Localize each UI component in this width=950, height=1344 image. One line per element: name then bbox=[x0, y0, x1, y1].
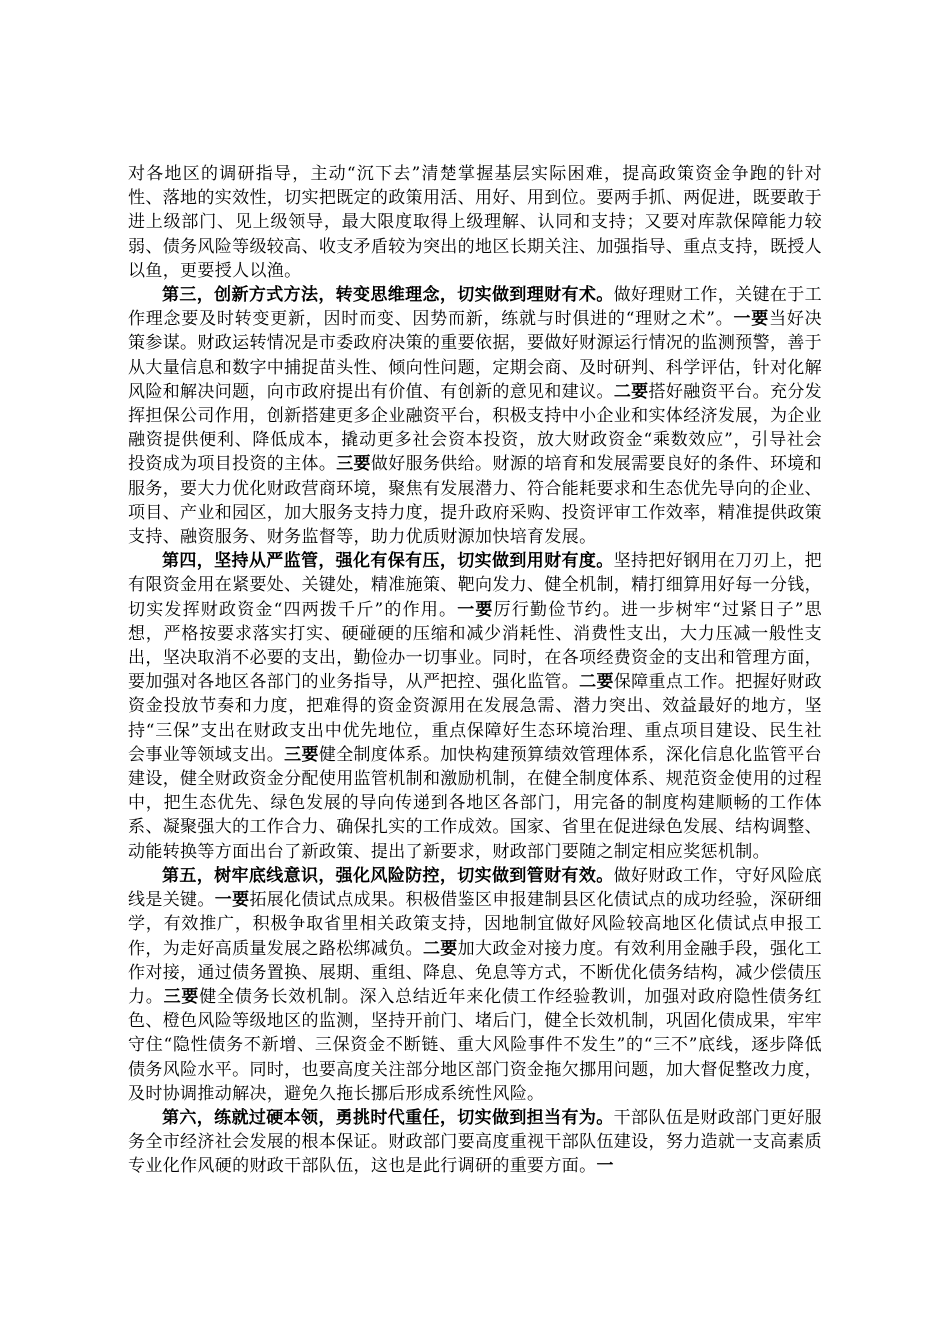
paragraph-text: 拓展化债试点成果。积极借鉴区申报建制县区化债试点的成功经验，深研细学，有效推广，积极争取省里相关政策支持，因地制宜做好风险较高地区化债试点申报工作，为走好高质量发展之路松绑减负。 bbox=[128, 890, 823, 959]
paragraph-text: 健全债务长效机制。深入总结近年来化债工作经验教训，加强对政府隐性债务红色、橙色风险等级地区的监测，坚持开前门、堵后门，健全长效机制，巩固化债成果，牢牢守住“隐性债务不新增、三保资金不断链、重大风险事件不发生”的“三不”底线，逐步降低债务风险水平。同时，也要高度关注部分地区部门资金拖欠挪用问题，加大督促整改力度，及时协调推动解决，避免久拖长挪后形成系统性风险。 bbox=[128, 986, 823, 1104]
paragraph-text: 加大政金对接力度。有效利用金融手段，强化工作对接，通过债务置换、展期、重组、降息、免息等方式，不断优化债务结构，减少偿债压力。 bbox=[128, 938, 823, 1007]
paragraph-text: 保障重点工作。把握好财政资金投放节奏和力度，把难得的资金资源用在发展急需、潜力突出、效益最好的地方，坚持“三保”支出在财政支出中优先地位，重点保障好生态环境治理、重点项目建设、民生社会事业等领域支出。 bbox=[128, 672, 823, 765]
paragraph-text: 厉行勤俭节约。进一步树牢“过紧日子”思想，严格按要求落实打实、硬碰硬的压缩和减少消耗性、消费性支出，大力压减一般性支出，坚决取消不必要的支出，勤俭办一切事业。同时，在各项经费资金的支出和管理方面，要加强对各地区各部门的业务指导，从严把控、强化监管。 bbox=[128, 599, 823, 693]
paragraph-text: 做好理财工作，关键在于工作理念要及时转变更新，因时而变、因势而新，练就与时俱进的“理财之术”。 bbox=[128, 285, 822, 330]
paragraph-text: 搭好融资平台。充分发挥担保公司作用，创新搭建更多企业融资平台，积极支持中小企业和实体经济发展，为企业融资提供便利、降低成本，撬动更多社会资本投资，放大财政资金“乘数效应”，引导社会投资成为项目投资的主体。 bbox=[128, 381, 823, 475]
paragraph-0 bbox=[128, 162, 822, 283]
paragraph-text: 做好服务供给。财源的培育和发展需要良好的条件、环境和服务，要大力优化财政营商环境，聚焦有发展潜力、符合能耗要求和生态优先导向的企业、项目、产业和园区，加大服务支持力度，提升政府采购、投资评审工作效率，精准提供政策支持、融资服务、财务监督等，助力优质财源加快培育发展。 bbox=[128, 454, 823, 548]
section-heading-6: 第六，练就过硬本领，勇挑时代重任，切实做到担当有为。 bbox=[162, 1107, 614, 1128]
point-marker-3: 三要 bbox=[336, 454, 371, 475]
paragraph-4 bbox=[128, 1106, 822, 1179]
point-marker-2: 二要 bbox=[422, 938, 458, 959]
point-marker-1: 一要 bbox=[733, 309, 770, 330]
paragraph-1 bbox=[128, 283, 822, 549]
point-marker-3: 三要 bbox=[163, 986, 200, 1007]
paragraph-3 bbox=[128, 864, 822, 1106]
point-marker-1: 一要 bbox=[214, 890, 250, 911]
paragraph-text: 当好决策参谋。财政运转情况是市委政府决策的重要依据，要做好财源运行情况的监测预警，善于从大量信息和数字中捕捉苗头性、倾向性问题，定期会商、及时研判、科学评估，针对化解风险和解决问题，向市政府提出有价值、有创新的意见和建议。 bbox=[128, 309, 822, 402]
paragraph-text: 坚持把好钢用在刀刃上，把有限资金用在紧要处、关键处，精准施策、靶向发力、健全机制，精打细算用好每一分钱，切实发挥财政资金“四两拨千斤”的作用。 bbox=[128, 551, 822, 620]
point-marker-1: 一 bbox=[596, 1156, 614, 1177]
point-marker-2: 二要 bbox=[579, 672, 614, 693]
paragraph-2 bbox=[128, 549, 822, 864]
point-marker-3: 三要 bbox=[284, 744, 319, 765]
point-marker-1: 一要 bbox=[457, 599, 494, 620]
section-heading-4: 第四，坚持从严监管，强化有保有压，切实做到用财有度。 bbox=[162, 551, 614, 572]
section-heading-3: 第三，创新方式方法，转变思维理念，切实做到理财有术。 bbox=[162, 285, 614, 306]
paragraph-text: 做好财政工作，守好风险底线是关键。 bbox=[128, 865, 822, 911]
point-marker-2: 二要 bbox=[613, 381, 649, 402]
document-page bbox=[128, 162, 822, 1179]
paragraph-text: 干部队伍是财政部门更好服务全市经济社会发展的根本保证。财政部门要高度重视干部队伍建设，努力造就一支高素质专业化作风硬的财政干部队伍，这也是此行调研的重要方面。 bbox=[128, 1107, 822, 1177]
section-heading-5: 第五，树牢底线意识，强化风险防控，切实做到管财有效。 bbox=[162, 865, 614, 886]
paragraph-text: 对各地区的调研指导，主动“沉下去”清楚掌握基层实际困难，提高政策资金争跑的针对性、落地的实效性，切实把既定的政策用活、用好、用到位。要两手抓、两促进，既要敢于进上级部门、见上级领导，最大限度取得上级理解、认同和支持；又要对库款保障能力较弱、债务风险等级较高、收支矛盾较为突出的地区长期关注、加强指导、重点支持，既授人以鱼，更要授人以渔。 bbox=[128, 164, 822, 281]
paragraph-text: 健全制度体系。加快构建预算绩效管理体系，深化信息化监管平台建设，健全财政资金分配使用监管机制和激励机制，在健全制度体系、规范资金使用的过程中，把生态优先、绿色发展的导向传递到各地区各部门，用完备的制度构建顺畅的工作体系、凝聚强大的工作合力、确保扎实的工作成效。国家、省里在促进绿色发展、结构调整、动能转换等方面出台了新政策、提出了新要求，财政部门要随之制定相应奖惩机制。 bbox=[128, 744, 823, 862]
